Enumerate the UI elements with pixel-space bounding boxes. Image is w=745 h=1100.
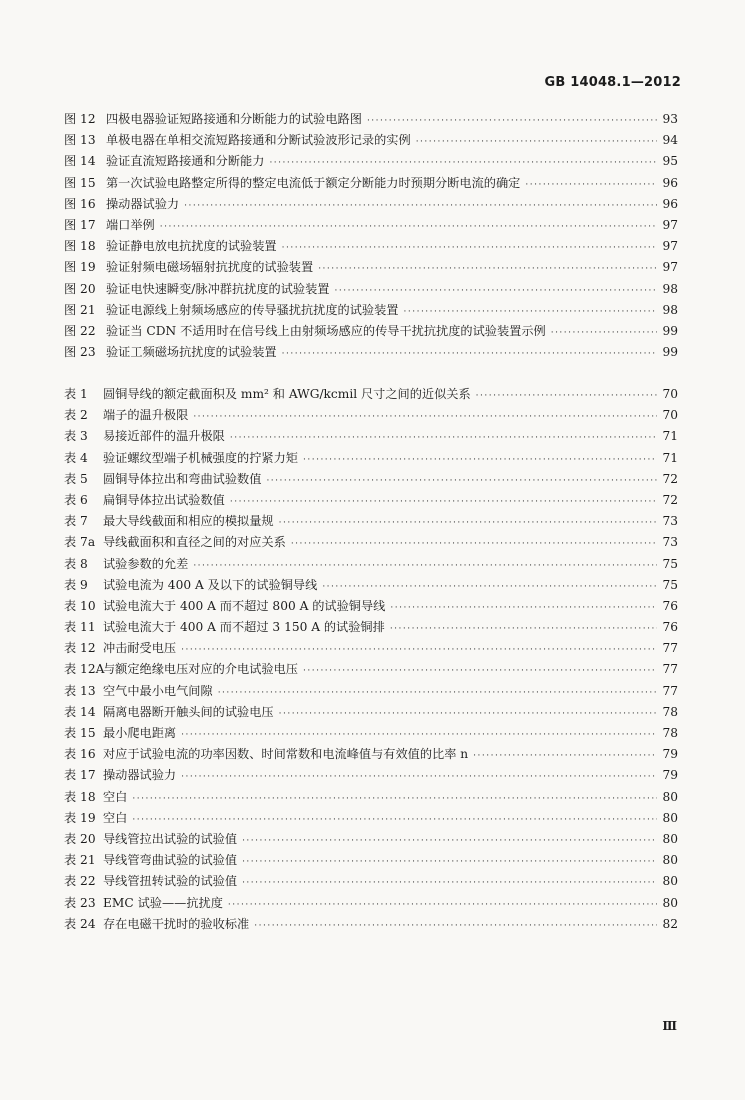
entry-page-number: 78 bbox=[662, 704, 678, 719]
figure-entry bbox=[64, 258, 678, 279]
entry-number: 表 6 bbox=[64, 492, 88, 507]
leader-dots bbox=[525, 180, 657, 190]
entry-page-number: 75 bbox=[662, 577, 678, 592]
entry-number: 图 17 bbox=[64, 217, 96, 232]
leader-dots bbox=[132, 794, 657, 804]
entry-number: 表 2 bbox=[64, 408, 88, 423]
entry-number: 表 18 bbox=[64, 789, 96, 804]
table-entry bbox=[64, 915, 678, 936]
entry-number: 图 15 bbox=[64, 175, 96, 190]
entry-title: 冲击耐受电压 bbox=[103, 641, 177, 656]
entry-page-number: 77 bbox=[662, 683, 678, 698]
entry-number: 表 13 bbox=[64, 683, 96, 698]
leader-dots bbox=[230, 433, 657, 443]
entry-number: 表 10 bbox=[64, 598, 96, 613]
entry-title: 圆铜导体拉出和弯曲试验数值 bbox=[103, 471, 262, 486]
entry-number: 表 8 bbox=[64, 556, 88, 571]
leader-dots bbox=[181, 730, 657, 740]
entry-page-number: 98 bbox=[662, 281, 678, 296]
entry-page-number: 72 bbox=[662, 492, 678, 507]
entry-title: 最小爬电距离 bbox=[103, 726, 177, 740]
entry-page-number: 99 bbox=[662, 345, 678, 360]
leader-dots bbox=[476, 391, 657, 401]
entry-page-number: 77 bbox=[662, 641, 678, 656]
leader-dots bbox=[230, 497, 657, 507]
leader-dots bbox=[404, 307, 658, 317]
table-list bbox=[64, 385, 678, 936]
figure-entry bbox=[64, 195, 678, 216]
entry-number: 表 11 bbox=[64, 620, 96, 635]
table-entry bbox=[64, 788, 678, 809]
table-entry bbox=[64, 703, 678, 724]
entry-title: 试验参数的允差 bbox=[103, 556, 189, 571]
table-entry bbox=[64, 682, 678, 703]
entry-title: 对应于试验电流的功率因数、时间常数和电流峰值与有效值的比率 n bbox=[103, 747, 469, 762]
entry-page-number: 80 bbox=[662, 853, 678, 868]
entry-title: 空白 bbox=[103, 789, 128, 804]
leader-dots bbox=[193, 412, 657, 422]
entry-page-number: 72 bbox=[662, 471, 678, 486]
figure-entry bbox=[64, 343, 678, 364]
figure-entry bbox=[64, 216, 678, 237]
entry-number: 表 1 bbox=[64, 387, 88, 401]
leader-dots bbox=[551, 328, 657, 338]
leader-dots bbox=[242, 878, 657, 888]
leader-dots bbox=[242, 836, 657, 846]
table-entry bbox=[64, 618, 678, 639]
figure-entry bbox=[64, 280, 678, 301]
entry-title: EMC 试验——抗扰度 bbox=[103, 895, 223, 910]
table-entry bbox=[64, 639, 678, 660]
leader-dots bbox=[254, 921, 657, 931]
table-entry bbox=[64, 660, 678, 681]
entry-number: 表 19 bbox=[64, 810, 96, 825]
leader-dots bbox=[318, 264, 657, 274]
leader-dots bbox=[218, 688, 657, 698]
leader-dots bbox=[160, 222, 657, 232]
entry-number: 图 18 bbox=[64, 239, 96, 254]
entry-number: 表 20 bbox=[64, 831, 96, 846]
entry-title: 验证射频电磁场辐射抗扰度的试验装置 bbox=[106, 260, 314, 275]
figure-entry bbox=[64, 322, 678, 343]
entry-page-number: 93 bbox=[662, 112, 678, 126]
entry-number: 图 13 bbox=[64, 133, 96, 148]
entry-title: 易接近部件的温升极限 bbox=[103, 429, 225, 444]
table-entry bbox=[64, 766, 678, 787]
leader-dots bbox=[303, 455, 657, 465]
entry-page-number: 98 bbox=[662, 302, 678, 317]
entry-title: 导线截面积和直径之间的对应关系 bbox=[103, 535, 286, 550]
entry-number: 表 12A bbox=[64, 662, 105, 677]
leader-dots bbox=[269, 158, 657, 168]
entry-page-number: 99 bbox=[662, 323, 678, 338]
table-entry bbox=[64, 809, 678, 830]
entry-page-number: 77 bbox=[662, 662, 678, 677]
entry-page-number: 73 bbox=[662, 514, 678, 529]
leader-dots bbox=[473, 751, 657, 761]
entry-page-number: 71 bbox=[662, 450, 678, 465]
entry-title: 试验电流大于 400 A 而不超过 3 150 A 的试验铜排 bbox=[103, 620, 385, 635]
entry-number: 图 23 bbox=[64, 345, 96, 360]
entry-number: 表 7 bbox=[64, 514, 88, 529]
entry-title: 端口举例 bbox=[106, 217, 155, 232]
entry-page-number: 97 bbox=[662, 217, 678, 232]
entry-page-number: 95 bbox=[662, 154, 678, 169]
entry-page-number: 80 bbox=[662, 831, 678, 846]
figure-entry bbox=[64, 237, 678, 258]
entry-number: 表 9 bbox=[64, 577, 88, 592]
entry-title: 扁铜导体拉出试验数值 bbox=[103, 492, 225, 507]
entry-number: 图 20 bbox=[64, 281, 96, 296]
entry-number: 表 12 bbox=[64, 641, 96, 656]
table-entry bbox=[64, 533, 678, 554]
table-entry bbox=[64, 470, 678, 491]
figure-entry bbox=[64, 110, 678, 131]
entry-number: 表 17 bbox=[64, 768, 96, 783]
table-entry bbox=[64, 851, 678, 872]
entry-title: 操动器试验力 bbox=[106, 196, 180, 211]
entry-title: 操动器试验力 bbox=[103, 768, 177, 783]
leader-dots bbox=[282, 349, 657, 359]
table-entry bbox=[64, 872, 678, 893]
entry-number: 表 4 bbox=[64, 450, 88, 465]
entry-number: 表 3 bbox=[64, 429, 88, 444]
entry-page-number: 73 bbox=[662, 535, 678, 550]
table-entry bbox=[64, 724, 678, 745]
table-entry bbox=[64, 894, 678, 915]
entry-page-number: 80 bbox=[662, 874, 678, 889]
entry-page-number: 82 bbox=[662, 916, 678, 931]
entry-title: 与额定绝缘电压对应的介电试验电压 bbox=[103, 662, 298, 677]
leader-dots bbox=[334, 286, 657, 296]
entry-title: 验证直流短路接通和分断能力 bbox=[106, 154, 265, 169]
entry-title: 最大导线截面和相应的模拟量规 bbox=[103, 514, 274, 529]
entry-number: 表 22 bbox=[64, 874, 96, 889]
entry-title: 圆铜导线的额定截面积及 mm² 和 AWG/kcmil 尺寸之间的近似关系 bbox=[103, 387, 471, 401]
entry-title: 验证螺纹型端子机械强度的拧紧力矩 bbox=[103, 450, 298, 465]
entry-title: 隔离电器断开触头间的试验电压 bbox=[103, 704, 274, 719]
entry-title: 验证电快速瞬变/脉冲群抗扰度的试验装置 bbox=[106, 281, 330, 296]
entry-page-number: 79 bbox=[662, 768, 678, 783]
figure-entry bbox=[64, 152, 678, 173]
table-entry bbox=[64, 830, 678, 851]
figure-entry bbox=[64, 131, 678, 152]
entry-number: 表 23 bbox=[64, 895, 96, 910]
entry-page-number: 97 bbox=[662, 239, 678, 254]
entry-page-number: 70 bbox=[662, 387, 678, 401]
table-entry bbox=[64, 555, 678, 576]
entry-title: 导线管弯曲试验的试验值 bbox=[103, 853, 238, 868]
entry-page-number: 76 bbox=[662, 598, 678, 613]
table-entry bbox=[64, 745, 678, 766]
leader-dots bbox=[193, 561, 657, 571]
leader-dots bbox=[282, 243, 657, 253]
entry-page-number: 80 bbox=[662, 789, 678, 804]
entry-title: 空白 bbox=[103, 810, 128, 825]
leader-dots bbox=[132, 815, 657, 825]
entry-title: 存在电磁干扰时的验收标准 bbox=[103, 916, 250, 931]
entry-title: 导线管拉出试验的试验值 bbox=[103, 831, 238, 846]
entry-title: 验证电源线上射频场感应的传导骚扰抗扰度的试验装置 bbox=[106, 302, 399, 317]
entry-title: 空气中最小电气间隙 bbox=[103, 683, 213, 698]
entry-page-number: 96 bbox=[662, 175, 678, 190]
entry-number: 图 19 bbox=[64, 260, 96, 275]
entry-page-number: 97 bbox=[662, 260, 678, 275]
entry-page-number: 78 bbox=[662, 726, 678, 740]
leader-dots bbox=[181, 772, 657, 782]
entry-title: 端子的温升极限 bbox=[103, 408, 189, 423]
leader-dots bbox=[242, 857, 657, 867]
leader-dots bbox=[291, 539, 657, 549]
entry-page-number: 76 bbox=[662, 620, 678, 635]
entry-number: 表 7a bbox=[64, 535, 96, 550]
table-entry bbox=[64, 449, 678, 470]
entry-number: 表 24 bbox=[64, 916, 96, 931]
leader-dots bbox=[390, 603, 657, 613]
entry-title: 试验电流大于 400 A 而不超过 800 A 的试验铜导线 bbox=[103, 598, 386, 613]
leader-dots bbox=[181, 645, 657, 655]
entry-title: 试验电流为 400 A 及以下的试验铜导线 bbox=[103, 577, 318, 592]
leader-dots bbox=[279, 518, 657, 528]
table-entry bbox=[64, 406, 678, 427]
entry-page-number: 79 bbox=[662, 747, 678, 762]
entry-page-number: 96 bbox=[662, 196, 678, 211]
table-entry bbox=[64, 512, 678, 533]
leader-dots bbox=[390, 624, 657, 634]
entry-number: 图 14 bbox=[64, 154, 96, 169]
entry-page-number: 75 bbox=[662, 556, 678, 571]
leader-dots bbox=[367, 116, 657, 126]
table-entry bbox=[64, 427, 678, 448]
entry-number: 图 21 bbox=[64, 302, 96, 317]
entry-number: 表 16 bbox=[64, 747, 96, 762]
leader-dots bbox=[184, 201, 657, 211]
entry-number: 表 5 bbox=[64, 471, 88, 486]
entry-number: 表 15 bbox=[64, 726, 96, 740]
figure-list bbox=[64, 110, 678, 364]
leader-dots bbox=[416, 137, 657, 147]
entry-title: 导线管扭转试验的试验值 bbox=[103, 874, 238, 889]
leader-dots bbox=[228, 900, 657, 910]
leader-dots bbox=[303, 666, 657, 676]
leader-dots bbox=[266, 476, 657, 486]
entry-title: 验证静电放电抗扰度的试验装置 bbox=[106, 239, 277, 254]
entry-title: 验证工频磁场抗扰度的试验装置 bbox=[106, 345, 277, 360]
table-entry bbox=[64, 385, 678, 406]
entry-title: 四极电器验证短路接通和分断能力的试验电路图 bbox=[106, 112, 362, 126]
entry-number: 图 22 bbox=[64, 323, 96, 338]
leader-dots bbox=[279, 709, 657, 719]
entry-number: 图 16 bbox=[64, 196, 96, 211]
entry-number: 图 12 bbox=[64, 112, 96, 126]
entry-page-number: 80 bbox=[662, 895, 678, 910]
page-folio: Ⅲ bbox=[662, 1019, 677, 1033]
table-entry bbox=[64, 491, 678, 512]
entry-title: 验证当 CDN 不适用时在信号线上由射频场感应的传导干扰抗扰度的试验装置示例 bbox=[106, 323, 546, 338]
entry-title: 单极电器在单相交流短路接通和分断试验波形记录的实例 bbox=[106, 133, 411, 148]
figure-entry bbox=[64, 174, 678, 195]
document-code: GB 14048.1—2012 bbox=[544, 75, 681, 90]
entry-page-number: 70 bbox=[662, 408, 678, 423]
entry-number: 表 14 bbox=[64, 704, 96, 719]
entry-title: 第一次试验电路整定所得的整定电流低于额定分断能力时预期分断电流的确定 bbox=[106, 175, 521, 190]
entry-page-number: 80 bbox=[662, 810, 678, 825]
entry-page-number: 94 bbox=[662, 133, 678, 148]
leader-dots bbox=[322, 582, 657, 592]
figure-entry bbox=[64, 301, 678, 322]
entry-page-number: 71 bbox=[662, 429, 678, 444]
table-entry bbox=[64, 576, 678, 597]
entry-number: 表 21 bbox=[64, 853, 96, 868]
table-entry bbox=[64, 597, 678, 618]
